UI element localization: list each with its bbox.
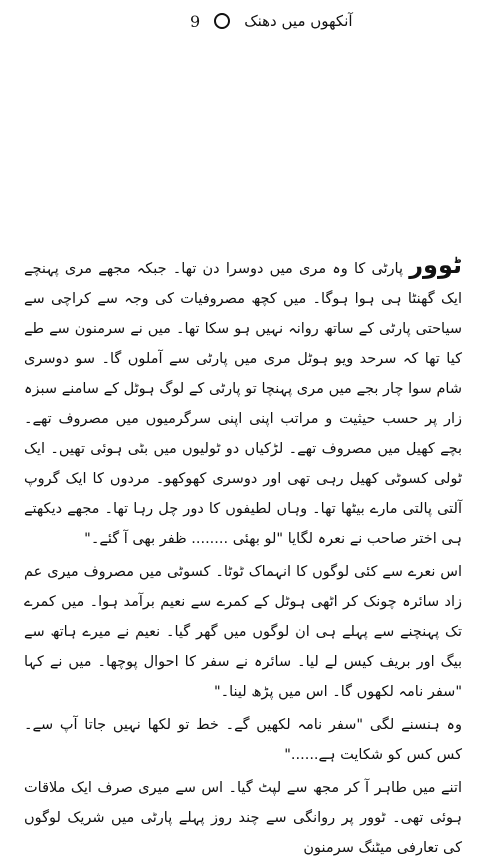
running-title: آنکھوں میں دھنک	[244, 12, 353, 30]
lead-word: ٹوور	[409, 251, 462, 279]
paragraph-3: وہ ہنسنے لگی "سفر نامہ لکھیں گے۔ خط تو لکھا نہیں جاتا آپ سے۔ کس کس کو شکایت ہے......"	[24, 717, 462, 763]
paragraph-1	[24, 250, 462, 554]
page-number: 9	[190, 11, 201, 31]
circle-ornament-icon	[214, 13, 230, 29]
paragraph-4: اتنے میں طاہر آ کر مجھ سے لپٹ گیا۔ اس سے میری صرف ایک ملاقات ہوئی تھی۔ ٹوور پر روانگی سے چند روز پہلے پارٹی میں شریک لوگوں کی تعارفی میٹنگ سرمنون	[24, 780, 462, 856]
paragraph-text: پارٹی کا وہ مری میں دوسرا دن تھا۔ جبکہ مجھے مری پہنچے ایک گھنٹا ہی ہوا ہوگا۔ میں کچھ مصروفیات کی وجہ سے کراچی سے سیاحتی پارٹی کے ساتھ روانہ نہیں ہو سکا تھا۔ میں نے سرمنون سے طے کیا تھا کہ سرحد ویو ہوٹل مری میں پارٹی سے آملوں گا۔ سو دوسری شام سوا چار بجے میں مری پہنچا تو پارٹی کے لوگ ہوٹل کے سامنے سبزہ زار پر حسب حیثیت و مراتب اپنی اپنی سرگرمیوں میں مصروف تھے۔ بچے کھیل میں مصروف تھے۔ لڑکیاں دو ٹولیوں میں بٹی ہوئی تھیں۔ ایک ٹولی کسوٹی کھیل رہی تھی اور دوسری کھوکھو۔ مردوں کا ایک گروپ آلتی پالتی مارے بیٹھا تھا۔ وہاں لطیفوں کا دور چل رہا تھا۔ مجھے دیکھتے ہی اختر صاحب نے نعرہ لگایا "لو بھئی ........ ظفر بھی آ گئے۔"	[24, 261, 462, 547]
page-body	[24, 250, 462, 866]
page-header	[190, 6, 440, 36]
paragraph-2: اس نعرے سے کئی لوگوں کا انہماک ٹوٹا۔ کسوٹی میں مصروف میری عم زاد سائرہ چونک کر اٹھی ہوٹل کے کمرے سے نعیم برآمد ہوا۔ میں کمرے تک پہنچنے سے پہلے ہی ان لوگوں میں گھر گیا۔ نعیم نے میرے ہاتھ سے بیگ اور بریف کیس لے لیا۔ سائرہ نے سفر کا احوال پوچھا۔ میں نے کہا "سفر نامہ لکھوں گا۔ اس میں پڑھ لینا۔"	[24, 564, 462, 700]
